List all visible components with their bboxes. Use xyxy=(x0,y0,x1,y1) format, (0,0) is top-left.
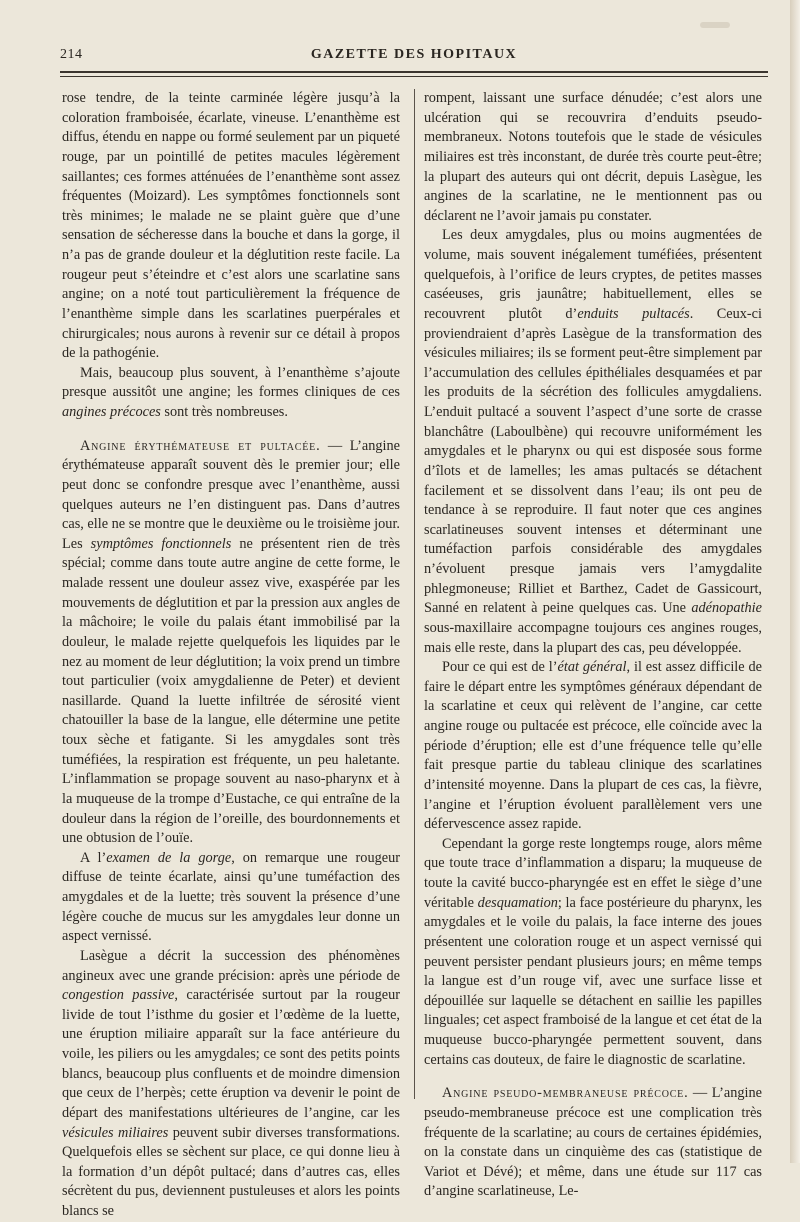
page-number: 214 xyxy=(60,47,83,62)
running-title: GAZETTE DES HOPITAUX xyxy=(310,47,518,62)
paragraph: Lasègue a décrit la succession des phénomènes angineux avec une grande précision: après une période de congestion passive, caractérisée surtout par la rougeur livide de tout l’isthme du gosier et l’œdème de la luette, une éruption miliaire apparaît sur la face antérieure du voile, les piliers ou les amygdales; ce sont des petits points blancs, beaucoup plus confluents et de moindre dimension que ceux de l’herpès; cette éruption va devenir le point de départ des manifestations ultérieures de l’angine, car les vésicules miliaires peuvent subir diverses transformations. Quelquefois elles se sèchent sur place, ce qui donne lieu à la formation d’un dépôt pultacé; dans d’autres cas, elles sécrètent du pus, deviennent pustuleuses et alors les points blancs se xyxy=(62,947,400,1219)
section-heading: Angine érythémateuse et pultacée. xyxy=(80,437,321,454)
column-divider xyxy=(414,89,415,1099)
paper-smudge xyxy=(700,22,730,28)
paragraph: rompent, laissant une surface dénudée; c’est alors une ulcération qui se recouvrira d’enduits pseudo-membraneux. Notons toutefois que le stade de vésicules miliaires est très inconstant, de durée très courte peut-être; la plupart des auteurs qui ont décrit, depuis Lasègue, les angines de la scarlatine, ne le mentionnent pas ou déclarent ne l’avoir jamais pu constater. xyxy=(424,90,762,224)
section-heading: Angine pseudo-membraneuse précoce. xyxy=(442,1085,689,1102)
right-column xyxy=(424,89,762,1202)
left-column xyxy=(62,89,400,1222)
page-edge xyxy=(790,0,800,1163)
paragraph: Pour ce qui est de l’état général, il est assez difficile de faire le départ entre les symptômes généraux dépendant de la scarlatine et ceux qui relèvent de l’angine, car cette angine rouge ou pultacée est précoce, elle coïncide avec la période d’éruption; elle est d’une fréquence telle qu’elle fait presque partie du tableau clinique des scarlatines d’intensité moyenne. Dans la plupart de ces cas, la fièvre, l’angine et l’éruption évoluent parallèlement vers une défervescence assez rapide. xyxy=(424,659,762,833)
page-header xyxy=(60,47,768,69)
header-rule-thin xyxy=(60,76,768,77)
emphasis: examen de la gorge xyxy=(106,849,232,866)
emphasis: congestion passive xyxy=(62,987,175,1004)
emphasis: symptômes fonctionnels xyxy=(90,535,232,552)
emphasis: enduits pultacés xyxy=(577,305,690,322)
paragraph: rose tendre, de la teinte carminée légère jusqu’à la coloration framboisée, écarlate, vineuse. L’enanthème est diffus, étendu en nappe ou formé seulement par un piqueté rouge, par un pointillé de petites macules légèrement saillantes; ces formes atténuées de l’enanthème sont assez fréquentes (Moizard). Les symptômes fonctionnels sont très minimes; le malade ne se plaint guère que d’une sensation de sécheresse dans la bouche et dans la gorge, il n’a pas de grande douleur et la déglutition reste facile. La rougeur peut s’éteindre et c’est alors une scarlatine sans angine; on a noté tout particulièrement la fréquence de l’enanthème simple dans les scarlatines puerpérales et chirurgicales; nous aurons à revenir sur ce détail à propos de la pathogénie. xyxy=(62,90,400,362)
paragraph: Les deux amygdales, plus ou moins augmentées de volume, mais souvent inégalement tuméfiées, présentent quelquefois, à l’orifice de leurs cryptes, de petites masses caséeuses, gris jaunâtre; habituellement, elles se recouvrent plutôt d’enduits pultacés. Ceux-ci proviendraient d’après Lasègue de la transformation des vésicules miliaires; ils se forment peut-être simplement par l’accumulation des cellules épithéliales desquamées et par les produits de la sécrétion des follicules amygdaliens. L’enduit pultacé a souvent l’aspect d’une sorte de crasse blanchâtre (Laboulbène) qui recouvre uniformément les amygdales et le pharynx ou qui est disposée sous forme d’îlots et de lamelles; les amas pultacés se détachent facilement et se dissolvent dans l’eau; ils ont peu de tendance à se reproduire. Il faut noter que ces angines scarlatineuses souvent intenses et déterminant une tuméfaction parfois considérable des amygdales n’évoluent presque jamais vers l’amygdalite phlegmoneuse; Rilliet et Barthez, Cadet de Gassicourt, Sanné en relatent à peine quelques cas. Une adénopathie sous-maxillaire accompagne toujours ces angines rouges, mais elle reste, dans la plupart des cas, peu développée. xyxy=(424,227,763,656)
emphasis: desquamation xyxy=(477,894,558,911)
emphasis: angines précoces xyxy=(62,404,161,420)
emphasis: adénopathie xyxy=(691,600,762,617)
paragraph: Cependant la gorge reste longtemps rouge, alors même que toute trace d’inflammation a disparu; la muqueuse de toute la cavité bucco-pharyngée est en effet le siège d’une véritable desquamation; la face postérieure du pharynx, les amygdales et le voile du palais, la face interne des joues présentent une coloration rouge et un aspect vernissé qui peuvent persister pendant plusieurs jours; en même temps la langue est d’un rouge vif, avec une surface lisse et dépouillée sur laquelle se détachent en saillie les papilles linguales; cet aspect framboisé de la langue et cet état de la muqueuse bucco-pharyngée permettent souvent, dans certains cas douteux, de faire le diagnostic de scarlatine. xyxy=(424,835,762,1068)
emphasis: vésicules miliaires xyxy=(62,1124,169,1141)
section-paragraph: Angine érythémateuse et pultacée. — L’angine érythémateuse apparaît souvent dès le premier jour; elle peut donc se confondre presque avec l’enanthème, aussi quelques auteurs ne l’en distinguent pas. Dans d’autres cas, elle ne se montre que le deuxième ou le troisième jour. Les symptômes fonctionnels ne présentent rien de très spécial; comme dans toute autre angine de cette forme, le malade ressent une douleur assez vive, exaspérée par les mouvements de déglutition et par la pression aux angles de la mâchoire; le voile du palais étant immobilisé par la douleur, le malade rejette quelquefois les liquides par le nez au moment de leur déglutition; la voix prend un timbre tout particulier (voix amygdalienne de Peter) et devient nasillarde. Quand la luette infiltrée de sérosité vient chatouiller la base de la langue, elle détermine une petite toux sèche et fatigante. Si les amygdales sont très tuméfiées, la respiration est fréquente, un peu haletante. L’inflammation se propage souvent au naso-pharynx et à la muqueuse de la trompe d’Eustache, ce qui entraîne de la douleur dans la région de l’oreille, des bourdonnements et une obtusion de l’ouïe. xyxy=(62,437,401,847)
paragraph: A l’examen de la gorge, on remarque une rougeur diffuse de teinte écarlate, ainsi qu’une tuméfaction des amygdales et de la luette; très souvent la présence d’une légère couche de mucus sur les amygdales leur donne un aspect vernissé. xyxy=(62,849,401,945)
emphasis: état général xyxy=(557,659,627,676)
section-paragraph: Angine pseudo-membraneuse précoce. — L’angine pseudo-membraneuse précoce est une complication très fréquente de la scarlatine; au cours de certaines épidémies, on la constate dans un cinquième des cas (statistique de Variot et Dévé); et même, dans une étude sur 117 cas d’angine scarlatineuse, Le- xyxy=(424,1085,762,1200)
header-rule-thick xyxy=(60,71,768,73)
paragraph: Mais, beaucoup plus souvent, à l’enanthème s’ajoute presque aussitôt une angine; les formes cliniques de ces angines précoces sont très nombreuses. xyxy=(62,364,400,420)
